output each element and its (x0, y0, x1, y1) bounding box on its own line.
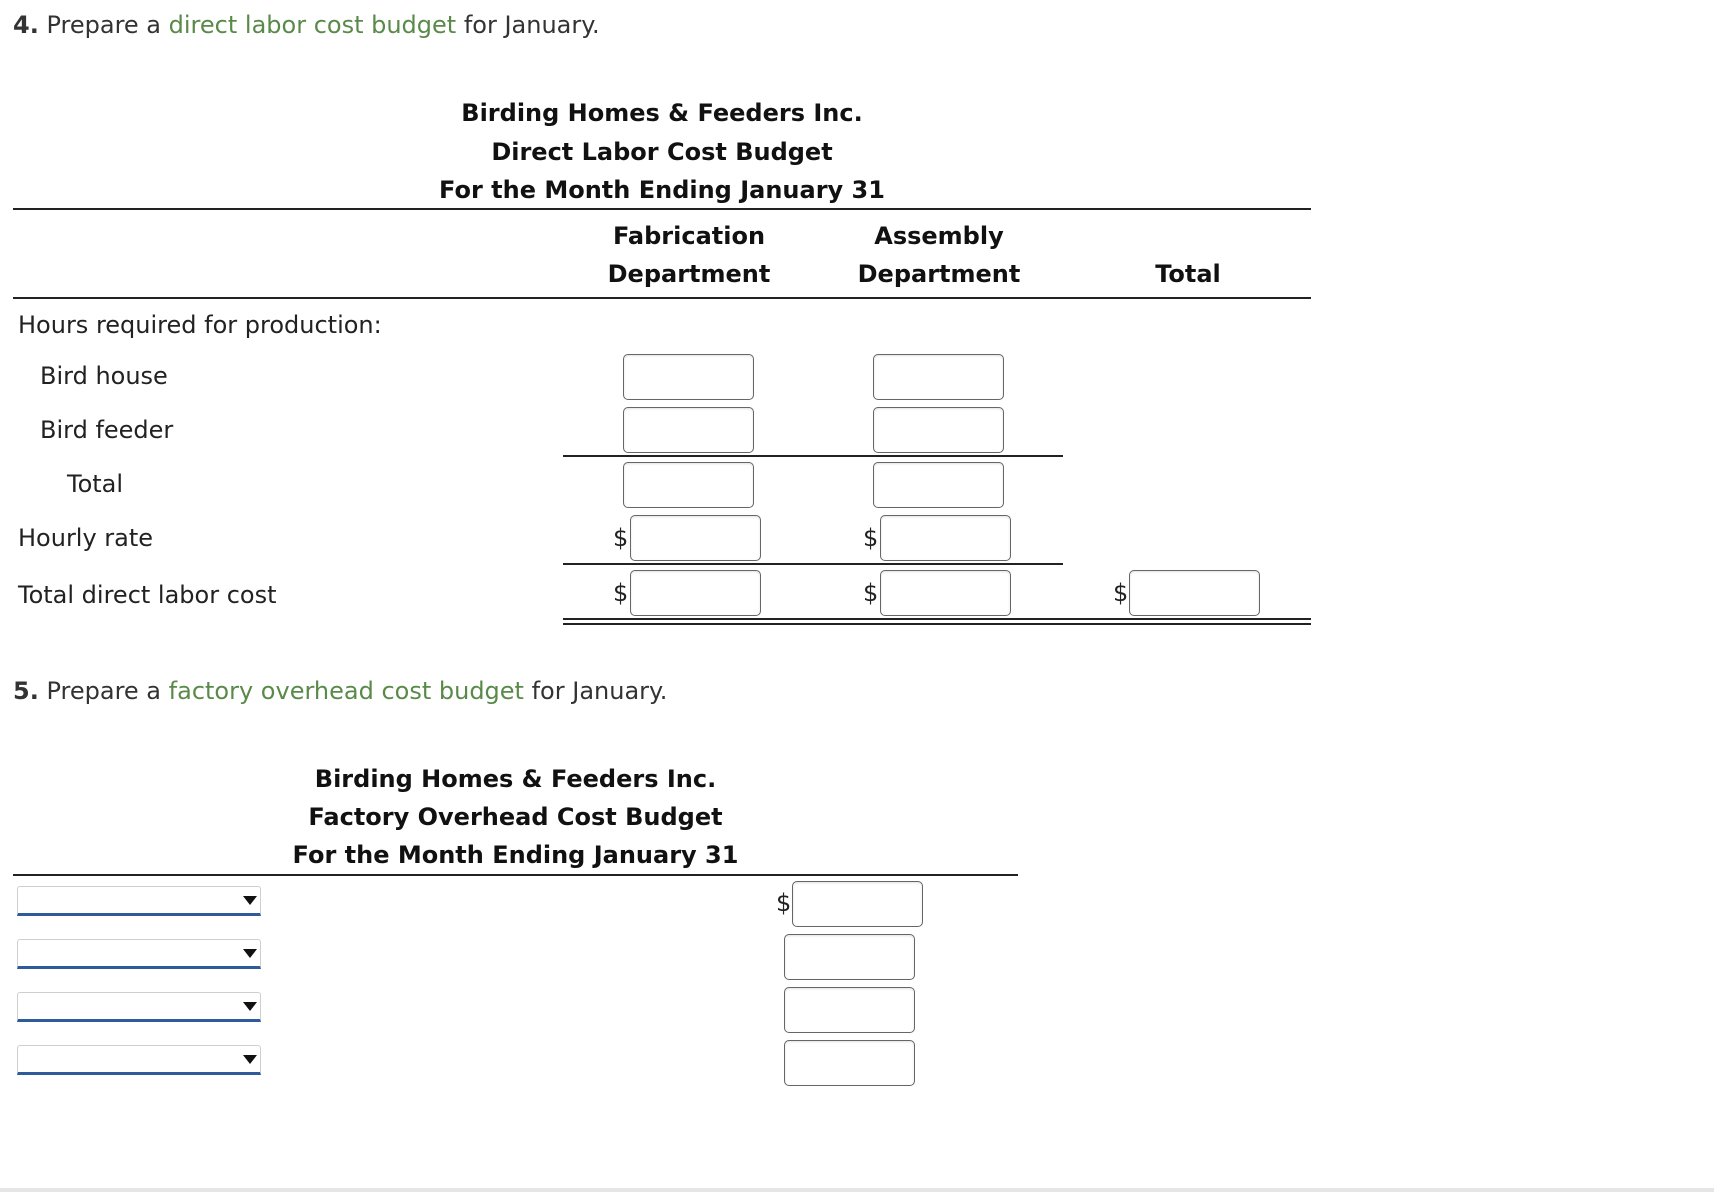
row-total-hours: Total (67, 470, 124, 498)
overhead-item-select-4[interactable] (17, 1045, 261, 1075)
col-total: Total (1155, 260, 1221, 288)
chevron-down-icon (243, 896, 257, 905)
overhead-budget-title: Factory Overhead Cost Budget (308, 803, 723, 831)
question-4-prefix: Prepare a (46, 11, 162, 39)
col-assembly-line1: Assembly (874, 222, 1004, 250)
fab-rate-dollar-sign: $ (613, 524, 629, 552)
asm-hourly-rate-input[interactable] (880, 515, 1011, 561)
asm-total-hours-input[interactable] (873, 462, 1004, 508)
overhead-item-select-3[interactable] (17, 992, 261, 1022)
grand-total-cost-input[interactable] (1129, 570, 1260, 616)
labor-columns-rule (13, 297, 1311, 299)
chevron-down-icon (243, 1002, 257, 1011)
overhead-dollar-sign: $ (776, 889, 792, 917)
overhead-header-rule (13, 874, 1018, 876)
question-4-number: 4. (13, 11, 39, 39)
hours-subtotal-rule (563, 455, 1063, 457)
col-assembly-line2: Department (857, 260, 1021, 288)
overhead-item-select-2[interactable] (17, 939, 261, 969)
overhead-company-name: Birding Homes & Feeders Inc. (314, 765, 717, 793)
chevron-down-icon (243, 1055, 257, 1064)
col-fabrication-line2: Department (607, 260, 771, 288)
question-5-prompt (13, 677, 667, 705)
row-total-direct-labor-cost: Total direct labor cost (18, 581, 277, 609)
page-bottom-edge (0, 1188, 1714, 1192)
question-5-suffix: for January. (531, 677, 668, 705)
question-4-suffix: for January. (463, 11, 600, 39)
labor-header-rule (13, 208, 1311, 210)
overhead-amount-input-1[interactable] (792, 881, 923, 927)
fab-bird-feeder-input[interactable] (623, 407, 754, 453)
asm-rate-dollar-sign: $ (863, 524, 879, 552)
labor-budget-title: Direct Labor Cost Budget (491, 138, 833, 166)
row-bird-feeder: Bird feeder (40, 416, 174, 444)
question-4-prompt (13, 11, 600, 39)
labor-company-name: Birding Homes & Feeders Inc. (461, 99, 863, 127)
chevron-down-icon (243, 949, 257, 958)
factory-overhead-cost-budget-link[interactable]: factory overhead cost budget (168, 677, 524, 705)
asm-bird-feeder-input[interactable] (873, 407, 1004, 453)
labor-total-double-rule (563, 618, 1311, 625)
direct-labor-cost-budget-link[interactable]: direct labor cost budget (168, 11, 457, 39)
fab-total-hours-input[interactable] (623, 462, 754, 508)
asm-bird-house-input[interactable] (873, 354, 1004, 400)
labor-budget-period: For the Month Ending January 31 (439, 176, 885, 204)
overhead-amount-input-2[interactable] (784, 934, 915, 980)
overhead-amount-input-4[interactable] (784, 1040, 915, 1086)
fab-bird-house-input[interactable] (623, 354, 754, 400)
col-fabrication-line1: Fabrication (612, 222, 766, 250)
fab-cost-dollar-sign: $ (613, 579, 629, 607)
fab-hourly-rate-input[interactable] (630, 515, 761, 561)
total-cost-dollar-sign: $ (1113, 579, 1129, 607)
asm-cost-dollar-sign: $ (863, 579, 879, 607)
overhead-amount-input-3[interactable] (784, 987, 915, 1033)
row-hours-header: Hours required for production: (18, 311, 382, 339)
asm-total-cost-input[interactable] (880, 570, 1011, 616)
row-bird-house: Bird house (40, 362, 168, 390)
overhead-budget-period: For the Month Ending January 31 (292, 841, 739, 869)
rate-subtotal-rule (563, 563, 1063, 565)
row-hourly-rate: Hourly rate (18, 524, 154, 552)
fab-total-cost-input[interactable] (630, 570, 761, 616)
overhead-item-select-1[interactable] (17, 886, 261, 916)
question-5-prefix: Prepare a (46, 677, 162, 705)
question-5-number: 5. (13, 677, 39, 705)
